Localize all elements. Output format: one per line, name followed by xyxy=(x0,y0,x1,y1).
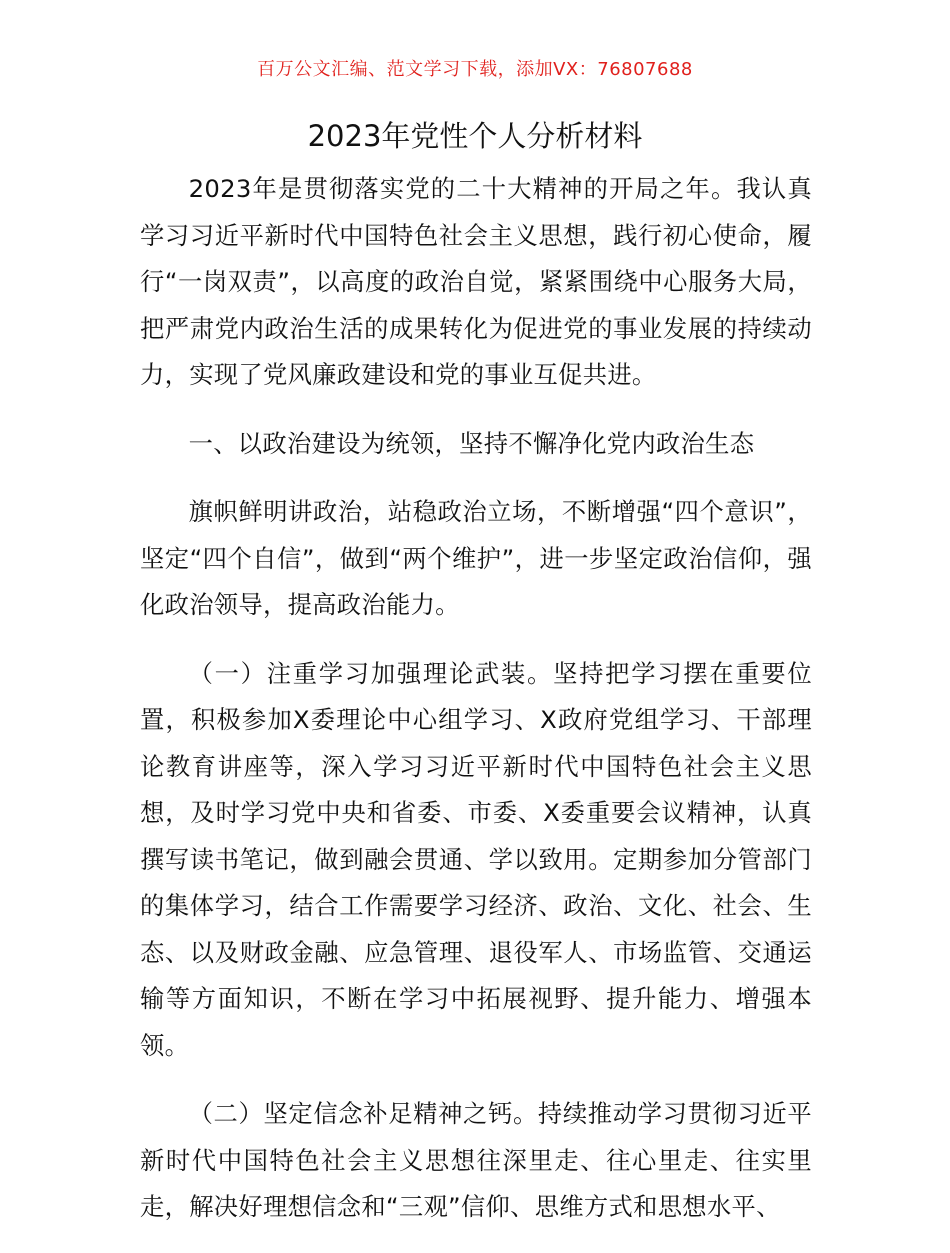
section-heading-1: 一、以政治建设为统领，坚持不懈净化党内政治生态 xyxy=(188,428,755,458)
subsection-1-paragraph: （一）注重学习加强理论武装。坚持把学习摆在重要位置，积极参加X委理论中心组学习、X政府党组学习、干部理论教育讲座等，深入学习习近平新时代中国特色社会主义思想，及时学习党中央和省委、市委、X委重要会议精神，认真撰写读书笔记，做到融会贯通、学以致用。定期参加分管部门的集体学习，结合工作需要学习经济、政治、文化、社会、生态、以及财政金融、应急管理、退役军人、市场监管、交通运输等方面知识，不断在学习中拓展视野、提升能力、增强本领。 xyxy=(140,658,812,1060)
section-1-paragraph: 旗帜鲜明讲政治，站稳政治立场，不断增强“四个意识”，坚定“四个自信”，做到“两个维护”，进一步坚定政治信仰，强化政治领导，提高政治能力。 xyxy=(140,497,812,619)
document-body xyxy=(140,166,812,1253)
document-title: 2023年党性个人分析材料 xyxy=(307,119,643,153)
subsection-2-paragraph: （二）坚定信念补足精神之钙。持续推动学习贯彻习近平新时代中国特色社会主义思想往深里走、往心里走、往实里走，解决好理想信念和“三观”信仰、思维方式和思想水平、 xyxy=(140,1099,812,1221)
intro-paragraph: 2023年是贯彻落实党的二十大精神的开局之年。我认真学习习近平新时代中国特色社会主义思想，践行初心使命，履行“一岗双责”，以高度的政治自觉，紧紧围绕中心服务大局，把严肃党内政治生活的成果转化为促进党的事业发展的持续动力，实现了党风廉政建设和党的事业互促共进。 xyxy=(140,174,812,389)
header-watermark-note: 百万公文汇编、范文学习下载，添加VX：76807688 xyxy=(257,59,693,80)
